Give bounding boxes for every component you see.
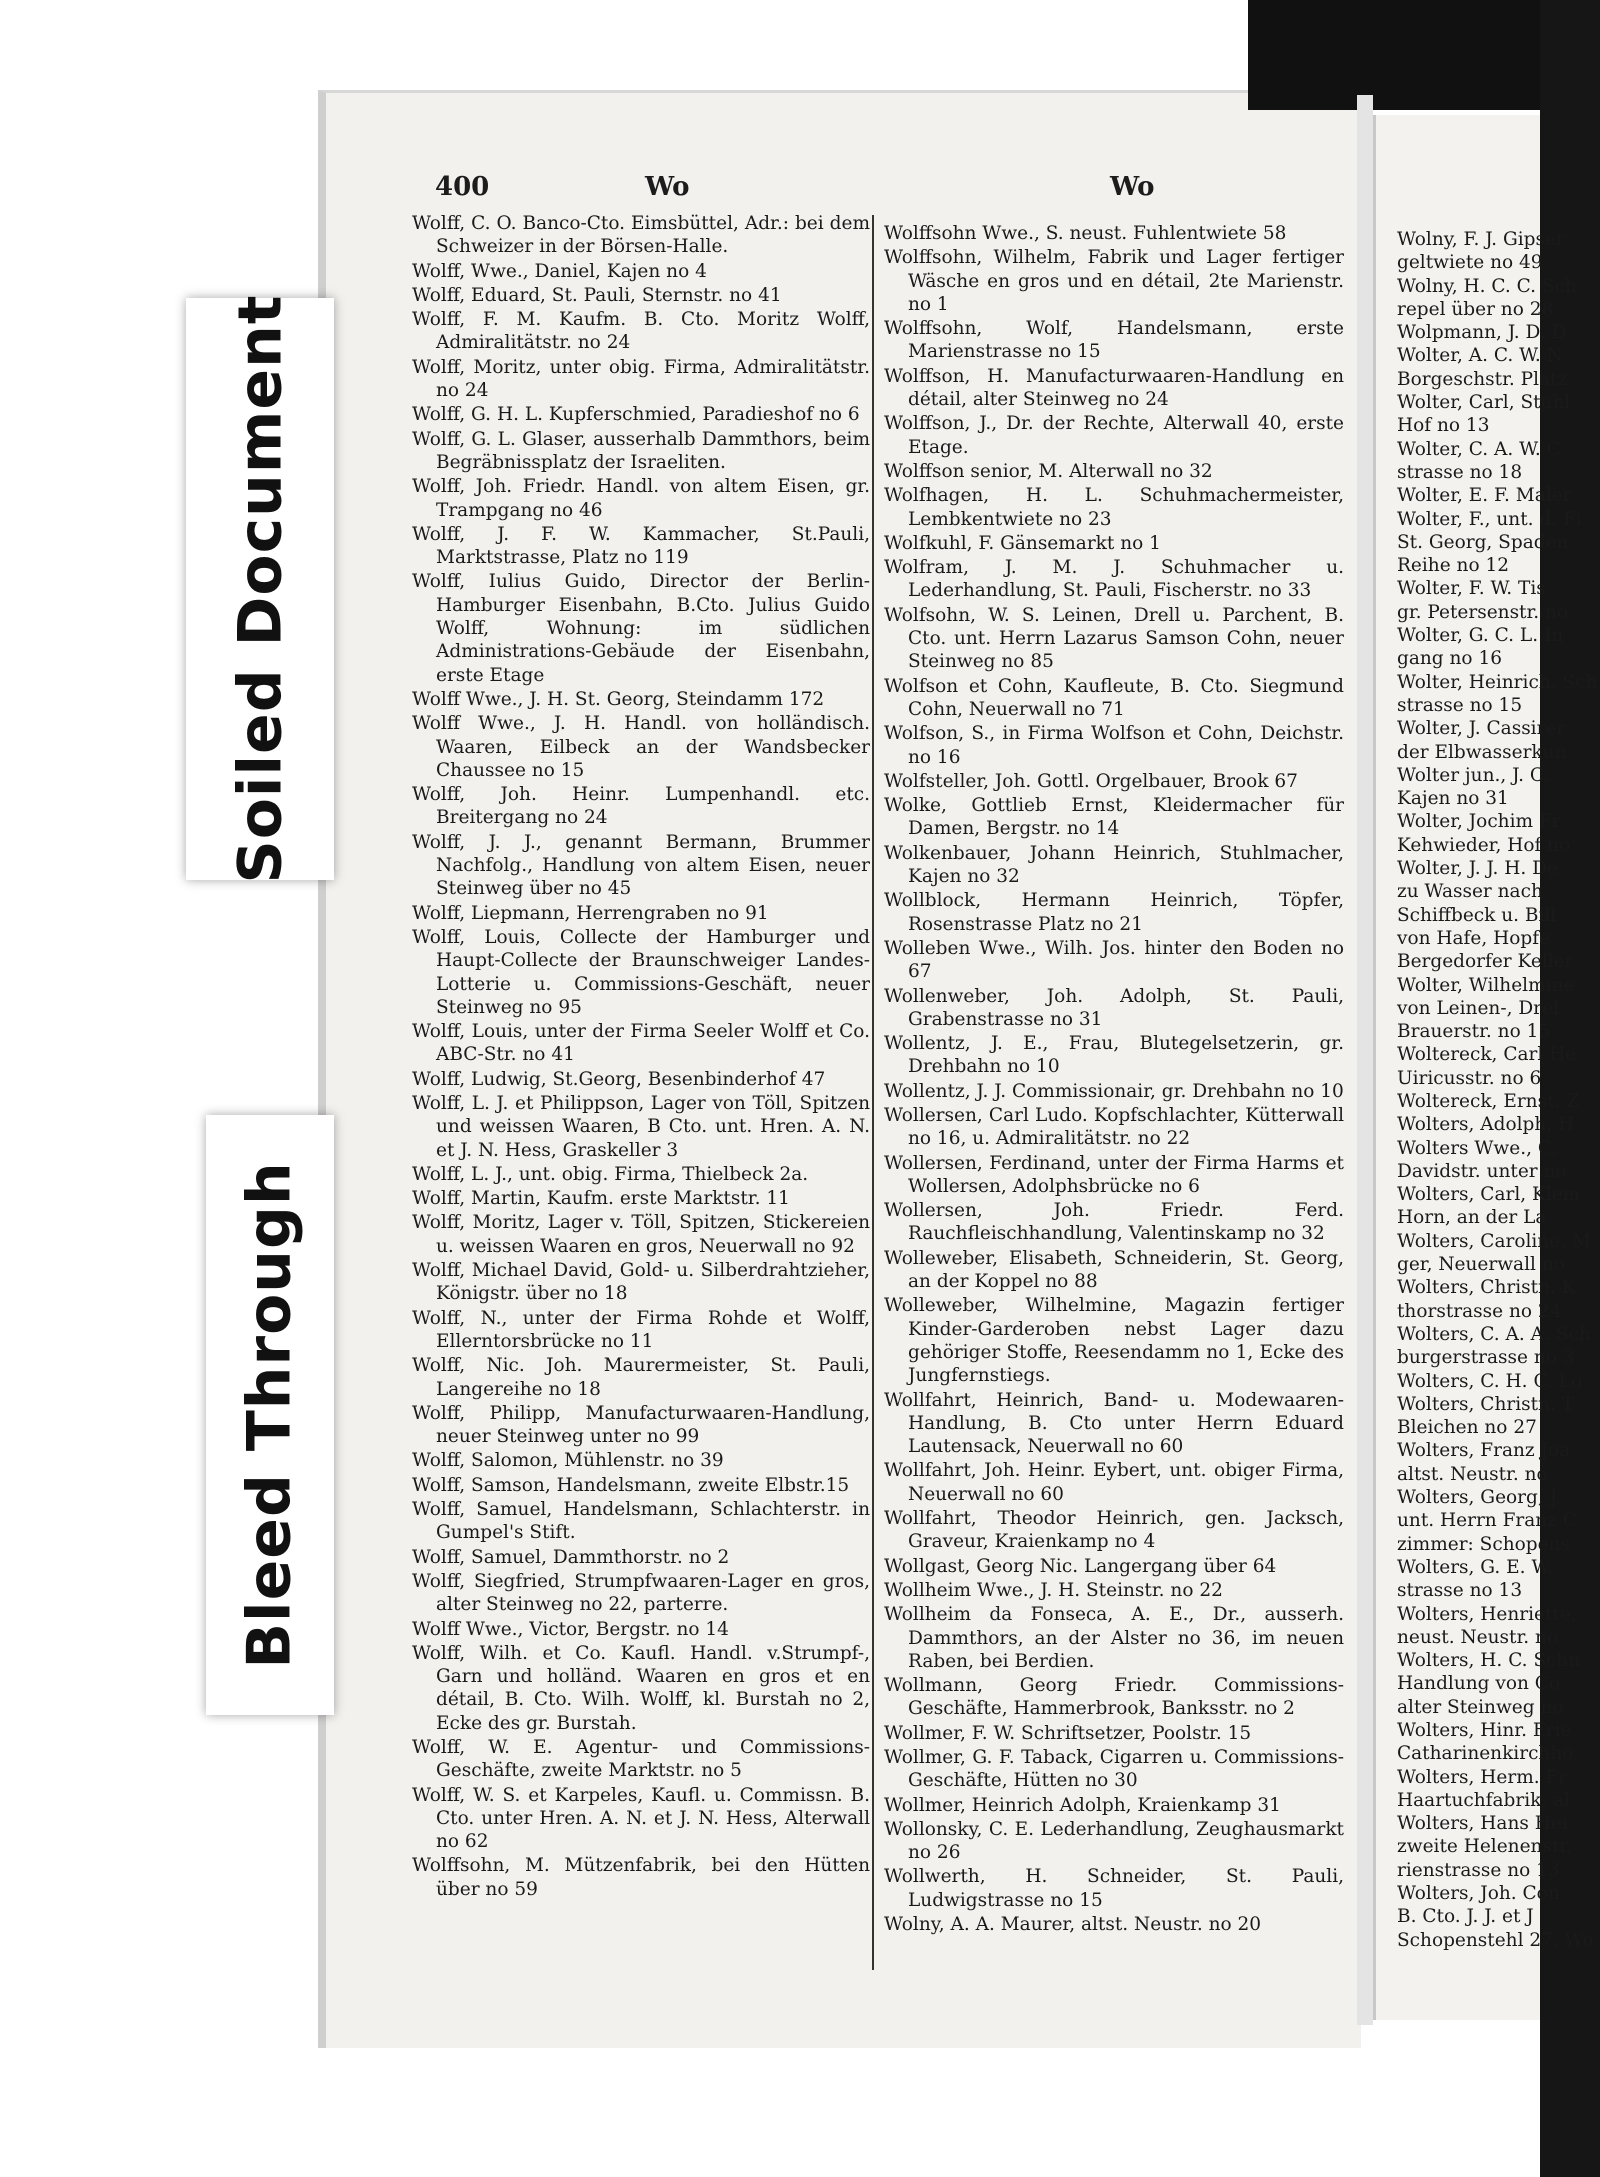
- directory-entry: Wolff, Samuel, Handelsmann, Schlachterstr. in Gumpel's Stift.: [412, 1499, 870, 1544]
- directory-entry: Wolter, Wilhelmine: [1397, 974, 1575, 996]
- directory-entry: Wollwerth, H. Schneider, St. Pauli, Ludwigstrasse no 15: [884, 1866, 1344, 1911]
- soiled-document-label: Soiled Document: [186, 298, 334, 880]
- directory-entry: Wollfahrt, Joh. Heinr. Eybert, unt. obiger Firma, Neuerwall no 60: [884, 1460, 1344, 1505]
- directory-entry: Wolffson, H. Manufacturwaaren-Handlung en détail, alter Steinweg no 24: [884, 365, 1344, 411]
- directory-entry: Wolters, Herm. Fr: [1397, 1766, 1568, 1788]
- directory-entry: Wolter, F. W. Tis: [1397, 578, 1546, 600]
- directory-entry: Wolffsohn Wwe., S. neust. Fuhlentwiete 58: [884, 223, 1287, 244]
- directory-entry: Wolters, Hans Hei: [1397, 1813, 1568, 1835]
- directory-entry: Bleichen no 27: [1397, 1417, 1537, 1439]
- directory-entry: Wolff, C. O. Banco-Cto. Eimsbüttel, Adr.: bei dem Schweizer in der Börsen-Halle.: [412, 213, 870, 258]
- directory-entry: Woltereck, Carl He: [1397, 1044, 1577, 1066]
- directory-entry: Wolff, W. S. et Karpeles, Kaufl. u. Commissn. B. Cto. unter Hren. A. N. et J. N. Hess, Alterwall no 62: [412, 1784, 870, 1853]
- bleed-through-label: Bleed Through: [206, 1115, 334, 1715]
- directory-entry: Wolters, G. E. W.: [1397, 1556, 1554, 1578]
- directory-entry: Wolfsohn, W. S. Leinen, Drell u. Parchent, B. Cto. unt. Herrn Lazarus Samson Cohn, neuer Steinweg no 85: [884, 604, 1344, 673]
- directory-entry: Wolter, A. C. W. N: [1397, 345, 1563, 367]
- directory-entry: unt. Herrn Franz C: [1397, 1510, 1577, 1532]
- directory-entry: thorstrasse no 24: [1397, 1300, 1562, 1322]
- directory-entry: alter Steinweg no: [1397, 1696, 1564, 1718]
- directory-entry: Wolter jun., J. C.: [1397, 764, 1550, 786]
- directory-entry: Wolff, Louis, Collecte der Hamburger und Haupt-Collecte der Braunschweiger Landes-Lotterie u. Commissions-Geschäft, neuer Steinweg no 95: [412, 926, 870, 1018]
- directory-entry: Wollblock, Hermann Heinrich, Töpfer, Rosenstrasse Platz no 21: [884, 890, 1344, 935]
- directory-entry: von Leinen-, Drel: [1397, 997, 1559, 1019]
- directory-entry: Wolffson, J., Dr. der Rechte, Alterwall 40, erste Etage.: [884, 413, 1344, 458]
- directory-entry: Hof no 13: [1397, 415, 1490, 437]
- directory-entry: Wolff, G. L. Glaser, ausserhalb Dammthors, beim Begräbnissplatz der Israeliten.: [412, 428, 870, 473]
- directory-entry: Wollentz, J. E., Frau, Blutegelsetzerin, gr. Drehbahn no 10: [884, 1033, 1344, 1078]
- directory-entry: Wolter, J. Cassirer: [1397, 718, 1566, 740]
- directory-entry: Wolters, C. A. A. Sch: [1397, 1323, 1591, 1345]
- directory-entry: Wolff, Louis, unter der Firma Seeler Wolff et Co. ABC-Str. no 41: [412, 1021, 870, 1066]
- directory-entry: Wolffsohn, M. Mützenfabrik, bei den Hütten über no 59: [412, 1855, 870, 1900]
- directory-entry: Wolff Wwe., J. H. Handl. von holländisch. Waaren, Eilbeck an der Wandsbecker Chaussee no 15: [412, 713, 870, 781]
- directory-entry: Wolff, Wwe., Daniel, Kajen no 4: [412, 260, 707, 282]
- directory-entry: der Elbwasserkun: [1397, 741, 1567, 763]
- directory-entry: Wolter, Carl, Stuhl: [1397, 392, 1571, 414]
- directory-entry: Kehwieder, Hof no: [1397, 834, 1571, 856]
- directory-entry: ger, Neuerwall no: [1397, 1254, 1565, 1276]
- directory-entry: Wollonsky, C. E. Lederhandlung, Zeughausmarkt no 26: [884, 1818, 1344, 1864]
- directory-entry: Wolff, N., unter der Firma Rohde et Wolff, Ellerntorsbrücke no 11: [412, 1307, 870, 1352]
- directory-entry: Wolters, Hinr. Frie: [1397, 1720, 1572, 1741]
- directory-entry: gr. Petersenstr. no: [1397, 601, 1569, 623]
- directory-entry: Wolff, Philipp, Manufacturwaaren-Handlung, neuer Steinweg unter no 99: [412, 1402, 870, 1448]
- directory-entry: Wolff, Eduard, St. Pauli, Sternstr. no 41: [412, 284, 782, 306]
- directory-entry: Wolters Wwe., C.: [1397, 1137, 1558, 1159]
- directory-entry: Wollheim da Fonseca, A. E., Dr., ausserh. Dammthors, an der Alster no 36, im neuen Raben, bei Berdien.: [884, 1604, 1344, 1672]
- directory-entry: Wolters, Henriette,: [1397, 1603, 1577, 1625]
- directory-entry: Wolff Wwe., Victor, Bergstr. no 14: [412, 1618, 729, 1640]
- directory-entry: Wollfahrt, Heinrich, Band- u. Modewaaren-Handlung, B. Cto unter Herrn Eduard Lautensack, Neuerwall no 60: [884, 1389, 1344, 1458]
- directory-entry: B. Cto. J. J. et J: [1397, 1906, 1534, 1928]
- directory-entry: Wolff, F. M. Kaufm. B. Cto. Moritz Wolff, Admiralitätstr. no 24: [412, 309, 870, 354]
- directory-entry: geltwiete no 49: [1397, 252, 1543, 274]
- directory-entry: rienstrasse no 13: [1397, 1859, 1560, 1881]
- left-heading: Wo: [645, 172, 690, 202]
- directory-entry: Wollersen, Ferdinand, unter der Firma Harms et Wollersen, Adolphsbrücke no 6: [884, 1152, 1344, 1197]
- directory-entry: Kajen no 31: [1397, 788, 1509, 810]
- directory-entry: Wolff, Martin, Kaufm. erste Marktstr. 11: [412, 1188, 790, 1210]
- directory-entry: Wolny, H. C. C. Sch: [1397, 275, 1577, 297]
- directory-entry: St. Georg, Spaden: [1397, 531, 1569, 553]
- directory-entry: Wolff, J. J., genannt Bermann, Brummer Nachfolg., Handlung von altem Eisen, neuer Steinweg über no 45: [412, 831, 870, 900]
- directory-entry: Wolter, F., unt. d. Fi: [1397, 508, 1582, 530]
- directory-entry: Wolff, Ludwig, St.Georg, Besenbinderhof 47: [412, 1068, 826, 1090]
- directory-entry: Wolff, W. E. Agentur- und Commissions-Geschäfte, zweite Marktstr. no 5: [412, 1737, 870, 1782]
- right-heading: Wo: [1110, 172, 1155, 202]
- directory-entry: Wollmer, Heinrich Adolph, Kraienkamp 31: [884, 1794, 1281, 1816]
- directory-entry: Wolter, E. F. Maler: [1397, 485, 1572, 507]
- directory-entry: zweite Helenenstr.: [1397, 1836, 1573, 1858]
- directory-entry: Wolff, G. H. L. Kupferschmied, Paradieshof no 6: [412, 404, 860, 426]
- directory-entry: von Hafe, Hopfe: [1397, 927, 1551, 949]
- directory-entry: Wolny, F. J. Gipser: [1397, 229, 1565, 250]
- directory-entry: Wolffson senior, M. Alterwall no 32: [884, 460, 1213, 482]
- directory-entry: Wolters, Franz Joa: [1397, 1440, 1571, 1462]
- directory-entry: Wolters, C. H. C. Lo: [1397, 1370, 1583, 1392]
- directory-entry: Wolff, Nic. Joh. Maurermeister, St. Pauli, Langereihe no 18: [412, 1355, 870, 1400]
- directory-entry: Brauerstr. no 15: [1397, 1021, 1551, 1043]
- directory-entry: Wolff, Joh. Friedr. Handl. von altem Eisen, gr. Trampgang no 46: [412, 476, 870, 521]
- directory-entry: Horn, an der La: [1397, 1207, 1547, 1229]
- directory-entry: Wolters, Carl, Klem: [1397, 1184, 1581, 1206]
- directory-entry: neust. Neustr. no: [1397, 1626, 1559, 1648]
- directory-entry: Wolny, A. A. Maurer, altst. Neustr. no 20: [884, 1914, 1262, 1936]
- directory-entry: Wolleweber, Elisabeth, Schneiderin, St. Georg, an der Koppel no 88: [884, 1247, 1344, 1293]
- directory-entry: Wolters, Christn. K: [1397, 1277, 1576, 1299]
- gutter: [1357, 95, 1373, 2025]
- directory-entry: Wolfram, J. M. J. Schuhmacher u. Lederhandlung, St. Pauli, Fischerstr. no 33: [884, 557, 1344, 602]
- directory-entry: Wolffsohn, Wolf, Handelsmann, erste Marienstrasse no 15: [884, 318, 1344, 363]
- directory-entry: Wollenweber, Joh. Adolph, St. Pauli, Grabenstrasse no 31: [884, 985, 1344, 1030]
- directory-entry: Schopenstehl 27, Wo: [1397, 1929, 1594, 1951]
- directory-entry: Uiricusstr. no 6: [1397, 1067, 1542, 1089]
- directory-entry: zu Wasser nach: [1397, 881, 1543, 903]
- directory-entry: Wolleweber, Wilhelmine, Magazin fertiger Kinder-Garderoben nebst Lager dazu gehöriger Stoffe, Reesendamm no 1, Ecke des Jungfernstiegs.: [884, 1295, 1344, 1387]
- directory-entry: Wollmann, Georg Friedr. Commissions-Geschäfte, Hammerbrook, Banksstr. no 2: [884, 1675, 1344, 1720]
- directory-entry: Wolff, Michael David, Gold- u. Silberdrahtzieher, Königstr. über no 18: [412, 1260, 870, 1305]
- directory-entry: altst. Neustr. no: [1397, 1463, 1548, 1485]
- directory-entry: Wolff, Iulius Guido, Director der Berlin-Hamburger Eisenbahn, B.Cto. Julius Guido Wolff, Wohnung: im südlichen Administrations-Gebäude der Eisenbahn, erste Etage: [412, 571, 870, 686]
- directory-entry: Wolter, G. C. L. In: [1397, 625, 1564, 647]
- directory-entry: Catharinenkirchho: [1397, 1743, 1574, 1765]
- directory-entry: Wolters, Georg, J.: [1397, 1487, 1562, 1509]
- directory-entry: Wollmer, F. W. Schriftsetzer, Poolstr. 15: [884, 1722, 1252, 1744]
- directory-entry: Wolpmann, J. D. D: [1397, 322, 1567, 344]
- directory-entry: Wolff, Moritz, unter obig. Firma, Admiralitätstr. no 24: [412, 356, 870, 402]
- directory-entry: Schiffbeck u. Bill: [1397, 904, 1557, 926]
- directory-entry: Wolff, Moritz, Lager v. Töll, Spitzen, Stickereien u. weissen Waaren en gros, Neuerwall no 92: [412, 1212, 870, 1257]
- directory-entry: gang no 16: [1397, 648, 1502, 670]
- directory-entry: Wolff Wwe., J. H. St. Georg, Steindamm 172: [412, 688, 825, 710]
- directory-entry: Wolff, Wilh. et Co. Kaufl. Handl. v.Strumpf-, Garn und holländ. Waaren en gros et en détail, B. Cto. Wilh. Wolff, kl. Burstah no 2, Ecke des gr. Burstah.: [412, 1642, 870, 1734]
- column-divider: [872, 215, 874, 1970]
- directory-entry: Wolff, L. J., unt. obig. Firma, Thielbeck 2a.: [412, 1163, 809, 1185]
- directory-entry: Wolfson, S., in Firma Wolfson et Cohn, Deichstr. no 16: [884, 723, 1344, 768]
- directory-entry: Wolff, Salomon, Mühlenstr. no 39: [412, 1450, 724, 1472]
- directory-entry: Wolff, J. F. W. Kammacher, St.Pauli, Marktstrasse, Platz no 119: [412, 523, 870, 569]
- directory-entry: Borgeschstr. Platz: [1397, 368, 1568, 390]
- directory-entry: Wolters, H. C. Schn: [1397, 1650, 1581, 1672]
- directory-entry: Wolter, J. J. H. De: [1397, 858, 1558, 880]
- directory-entry: Wolters, Christn. T: [1397, 1393, 1575, 1415]
- directory-entry: strasse no 15: [1397, 694, 1523, 716]
- directory-entry: Wolfsteller, Joh. Gottl. Orgelbauer, Brook 67: [884, 770, 1298, 792]
- directory-entry: Wollersen, Joh. Friedr. Ferd. Rauchfleischhandlung, Valentinskamp no 32: [884, 1200, 1344, 1245]
- directory-entry: Wolter, Heinrich, Sch: [1397, 671, 1598, 693]
- directory-entry: Wolkenbauer, Johann Heinrich, Stuhlmacher, Kajen no 32: [884, 842, 1344, 888]
- directory-entry: Wollfahrt, Theodor Heinrich, gen. Jacksch, Graveur, Kraienkamp no 4: [884, 1508, 1344, 1553]
- right-column: [1397, 228, 1600, 1952]
- directory-entry: Reihe no 12: [1397, 555, 1510, 577]
- directory-entry: Wolff, Samuel, Dammthorstr. no 2: [412, 1546, 730, 1568]
- directory-entry: Haartuchfabrik, al: [1397, 1789, 1571, 1811]
- directory-entry: Wollgast, Georg Nic. Langergang über 64: [884, 1555, 1277, 1577]
- directory-entry: Wolffsohn, Wilhelm, Fabrik und Lager fertiger Wäsche en gros und en détail, 2te Marienstr. no 1: [884, 247, 1344, 315]
- directory-entry: Wolke, Gottlieb Ernst, Kleidermacher für Damen, Bergstr. no 14: [884, 795, 1344, 840]
- middle-column: [884, 222, 1344, 1937]
- directory-entry: Wolff, Siegfried, Strumpfwaaren-Lager en gros, alter Steinweg no 22, parterre.: [412, 1570, 870, 1616]
- directory-entry: Wolff, Joh. Heinr. Lumpenhandl. etc. Breitergang no 24: [412, 784, 870, 829]
- directory-entry: strasse no 13: [1397, 1580, 1523, 1602]
- directory-entry: Woltereck, Ernst, Z: [1397, 1090, 1580, 1112]
- directory-entry: Wollersen, Carl Ludo. Kopfschlachter, Kütterwall no 16, u. Admiralitätstr. no 22: [884, 1104, 1344, 1150]
- directory-entry: Wolff, L. J. et Philippson, Lager von Töll, Spitzen und weissen Waaren, B Cto. unt. Hren. A. N. et J. N. Hess, Graskeller 3: [412, 1092, 870, 1161]
- directory-entry: repel über no 28: [1397, 298, 1554, 320]
- directory-entry: Wolfson et Cohn, Kaufleute, B. Cto. Siegmund Cohn, Neuerwall no 71: [884, 675, 1344, 720]
- directory-entry: Wolter, Jochim Fr: [1397, 811, 1561, 833]
- directory-entry: strasse no 18: [1397, 461, 1523, 483]
- directory-entry: Wolfkuhl, F. Gänsemarkt no 1: [884, 532, 1161, 554]
- directory-entry: Wolff, Samson, Handelsmann, zweite Elbstr.15: [412, 1474, 850, 1496]
- page-number: 400: [435, 172, 490, 202]
- directory-entry: Wolleben Wwe., Wilh. Jos. hinter den Boden no 67: [884, 937, 1344, 983]
- directory-entry: Wolters, Joh. Con: [1397, 1883, 1560, 1905]
- directory-entry: Wollmer, G. F. Taback, Cigarren u. Commissions-Geschäfte, Hütten no 30: [884, 1747, 1344, 1792]
- directory-entry: zimmer: Schopens: [1397, 1533, 1570, 1555]
- directory-entry: Wolters, Adolph, H: [1397, 1114, 1575, 1136]
- directory-entry: Wolff, Liepmann, Herrengraben no 91: [412, 902, 769, 924]
- left-column: [412, 212, 870, 1902]
- directory-entry: Wolfhagen, H. L. Schuhmachermeister, Lembkentwiete no 23: [884, 485, 1344, 530]
- directory-entry: Davidstr. unter no: [1397, 1160, 1567, 1182]
- directory-entry: Wolters, Caroline, M: [1397, 1230, 1591, 1252]
- directory-entry: Wollentz, J. J. Commissionair, gr. Drehbahn no 10: [884, 1080, 1344, 1102]
- directory-entry: burgerstrasse no 3: [1397, 1347, 1575, 1369]
- directory-entry: Handlung von Co: [1397, 1673, 1561, 1695]
- directory-entry: Bergedorfer Keller: [1397, 951, 1574, 973]
- directory-entry: Wolter, C. A. W. C: [1397, 438, 1561, 460]
- directory-entry: Wollheim Wwe., J. H. Steinstr. no 22: [884, 1579, 1223, 1601]
